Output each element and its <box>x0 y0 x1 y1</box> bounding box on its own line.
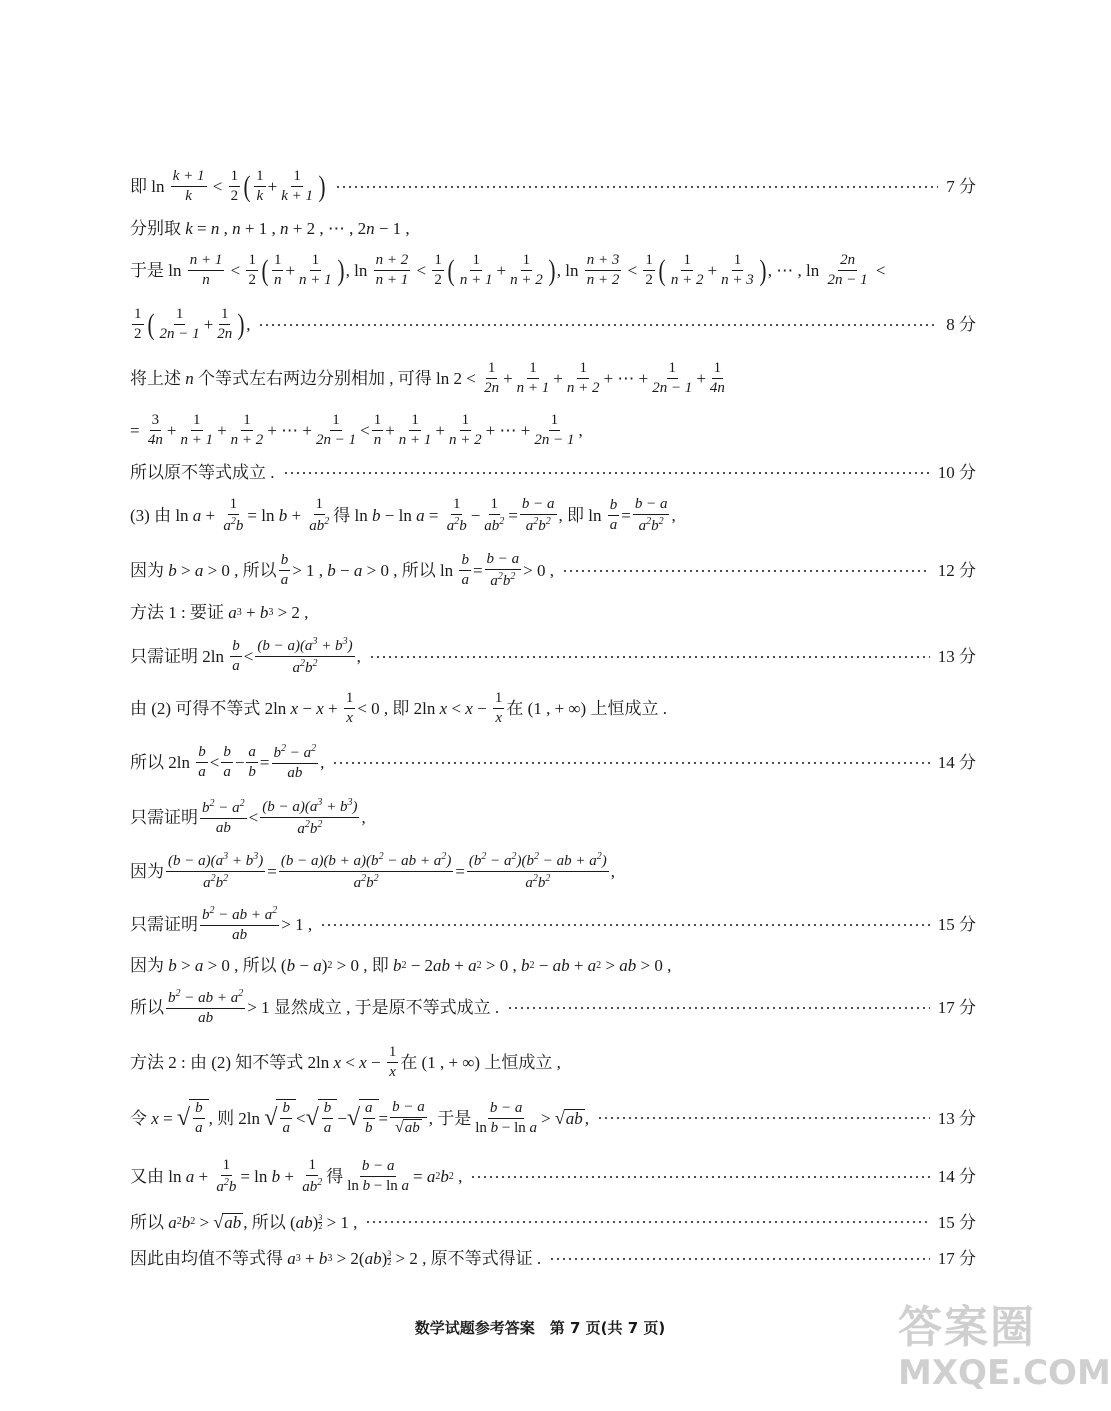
dot-leader <box>335 186 938 188</box>
score-14: 14 分 <box>937 753 976 773</box>
score-14b: 14 分 <box>937 1167 976 1187</box>
line-8-expr: (3) 由 ln a + 1 $a^2b$ = ln b + 1 $ab^2$ 得 ln b − ln a = 1 $a^2b$ − 1 $ab^2$ = b − a $a^2b^2$ , 即 ln b a = b − a $a^2b^2$ , <box>130 496 676 535</box>
line-17 <box>130 957 976 974</box>
score-13: 13 分 <box>937 647 976 667</box>
line-2-expr: 分别取 k = n , n + 1 , n + 2 , ⋯ , 2 n − 1 , <box>130 219 410 238</box>
line-11-expr: 只需证明 2ln b a < $(b - a)(a^3 + b^3)$ $a^2b^2$ , <box>130 636 361 677</box>
line-14 <box>130 797 976 839</box>
dot-leader <box>283 472 930 474</box>
line-10-expr: 方法 1 : 要证 a 3 + b 3 > 2 , <box>130 603 309 622</box>
watermark-logo <box>898 1302 1111 1406</box>
dot-leader <box>332 762 929 764</box>
dot-leader <box>562 570 930 572</box>
dot-leader <box>597 1117 930 1119</box>
line-11 <box>130 636 976 678</box>
score-17: 17 分 <box>937 998 976 1018</box>
line-19 <box>130 1044 976 1082</box>
line-1-expr: 即 ln k + 1 k < 1 2 ( 1 k + 1 k + 1 ) <box>130 168 326 205</box>
line-15-expr: 因为 $(b - a)(a^3 + b^3)$ $a^2b^2$ = $(b - a)(b + a)(b^2$ − ab + $a^2$) $a^2b^2$ = $(b^2 - a^2)(b^2$ − ab + $a^2$) $a^2b^2$ , <box>130 851 616 892</box>
dot-leader <box>470 1176 929 1178</box>
line-21 <box>130 1157 976 1197</box>
line-15 <box>130 851 976 893</box>
line-16-expr: 只需证明 $b^2$ − ab + $a^2$ ab > 1 , <box>130 905 313 944</box>
score-7: 7 分 <box>946 177 976 197</box>
line-5 <box>130 360 976 398</box>
score-10: 10 分 <box>937 463 976 482</box>
page-footer: 数学试题参考答案 第 7 页(共 7 页) <box>414 1319 666 1337</box>
dot-leader <box>369 656 930 658</box>
line-4-expr: 1 2 ( 1 2n − 1 + 1 2n ) , <box>134 306 251 343</box>
line-19-expr: 方法 2 : 由 (2) 知不等式 2ln x < x − 1 x 在 (1 , + ∞) 上恒成立 , <box>130 1044 561 1081</box>
score-17b: 17 分 <box>937 1249 976 1268</box>
line-3-expr: 于是 ln n + 1 n < 1 2 ( 1 n + 1 n + 1 ) , ln n + 2 n + 1 < 1 2 ( 1 n + 1 + 1 n + 2 ) , ln n + 3 n + 2 < 1 2 ( 1 n + 2 + 1 n + 3 ) , ⋯ , ln 2n 2n − 1 < <box>130 252 886 289</box>
line-4 <box>130 306 976 344</box>
line-23-expr: 因此由均值不等式得 a 3 + b 3 > 2( ab ) 3 2 > 2 , 原不等式得证 . <box>130 1249 542 1268</box>
line-13-expr: 所以 2ln b a < b a − a b = $b^2 - a^2$ ab , <box>130 743 325 782</box>
score-15: 15 分 <box>937 915 976 935</box>
dot-leader <box>258 324 938 326</box>
line-20-expr: 令 x = √ b a , 则 2ln √ b a < √ b a − √ a b = b − a √ ab , 于是 b − a ln b − ln a > √ ab , <box>130 1099 590 1137</box>
dot-leader <box>365 1221 929 1223</box>
line-9-expr: 因为 b > a > 0 , 所以 b a > 1 , b − a > 0 , 所以 ln b a = b − a $a^2b^2$ > 0 , <box>130 551 554 590</box>
line-7-expr: 所以原不等式成立 . <box>130 463 275 482</box>
line-22-expr: 所以 a 2 b 2 > √ ab , 所以 ( ab ) 3 2 > 1 , <box>130 1212 358 1232</box>
watermark-bottom: MXQE.COM <box>898 1353 1111 1393</box>
score-13b: 13 分 <box>937 1108 976 1128</box>
line-6-expr: = 3 4n + 1 n + 1 + 1 n + 2 + ⋯ + 1 2n − 1 < 1 n + 1 n + 1 + 1 n + 2 + ⋯ + 1 2n − 1 , <box>130 412 583 449</box>
dot-leader <box>549 1258 930 1260</box>
line-20 <box>130 1099 976 1138</box>
score-8: 8 分 <box>946 315 976 335</box>
line-12 <box>130 690 976 728</box>
dot-leader <box>507 1007 930 1009</box>
score-15b: 15 分 <box>937 1212 976 1232</box>
line-18-expr: 所以 $b^2$ − ab + $a^2$ ab > 1 显然成立 , 于是原不等式成立 . <box>130 988 500 1027</box>
line-13 <box>130 743 976 783</box>
line-16 <box>130 905 976 945</box>
line-1 <box>130 168 976 206</box>
line-5-expr: 将上述 n 个等式左右两边分别相加 , 可得 ln 2 < 1 2n + 1 n + 1 + 1 n + 2 + ⋯ + 1 2n − 1 + 1 4n <box>130 360 725 397</box>
line-6 <box>130 412 976 450</box>
watermark-top: 答案圈 <box>898 1302 1036 1353</box>
line-8 <box>130 496 976 536</box>
line-9 <box>130 551 976 591</box>
line-23 <box>130 1250 976 1267</box>
line-12-expr: 由 (2) 可得不等式 2ln x − x + 1 x < 0 , 即 2ln x < x − 1 x 在 (1 , + ∞) 上恒成立 . <box>130 690 667 727</box>
line-2 <box>130 220 976 237</box>
line-10 <box>130 604 976 621</box>
dot-leader <box>320 924 930 926</box>
score-12: 12 分 <box>937 561 976 581</box>
line-3 <box>130 252 976 290</box>
line-22 <box>130 1213 976 1231</box>
line-17-expr: 因为 b > a > 0 , 所以 ( b − a ) 2 > 0 , 即 b 2 − 2 ab + a 2 > 0 , b 2 − ab + a 2 > ab > 0 , <box>130 956 672 975</box>
line-21-expr: 又由 ln a + 1 $a^2b$ = ln b + 1 $ab^2$ 得 b − a ln b − ln a = a 2 b 2 , <box>130 1157 463 1196</box>
line-14-expr: 只需证明 $b^2 - a^2$ ab < $(b - a)(a^3 + b^3)$ $a^2b^2$ , <box>130 797 366 838</box>
line-7 <box>130 464 976 481</box>
line-18 <box>130 988 976 1028</box>
